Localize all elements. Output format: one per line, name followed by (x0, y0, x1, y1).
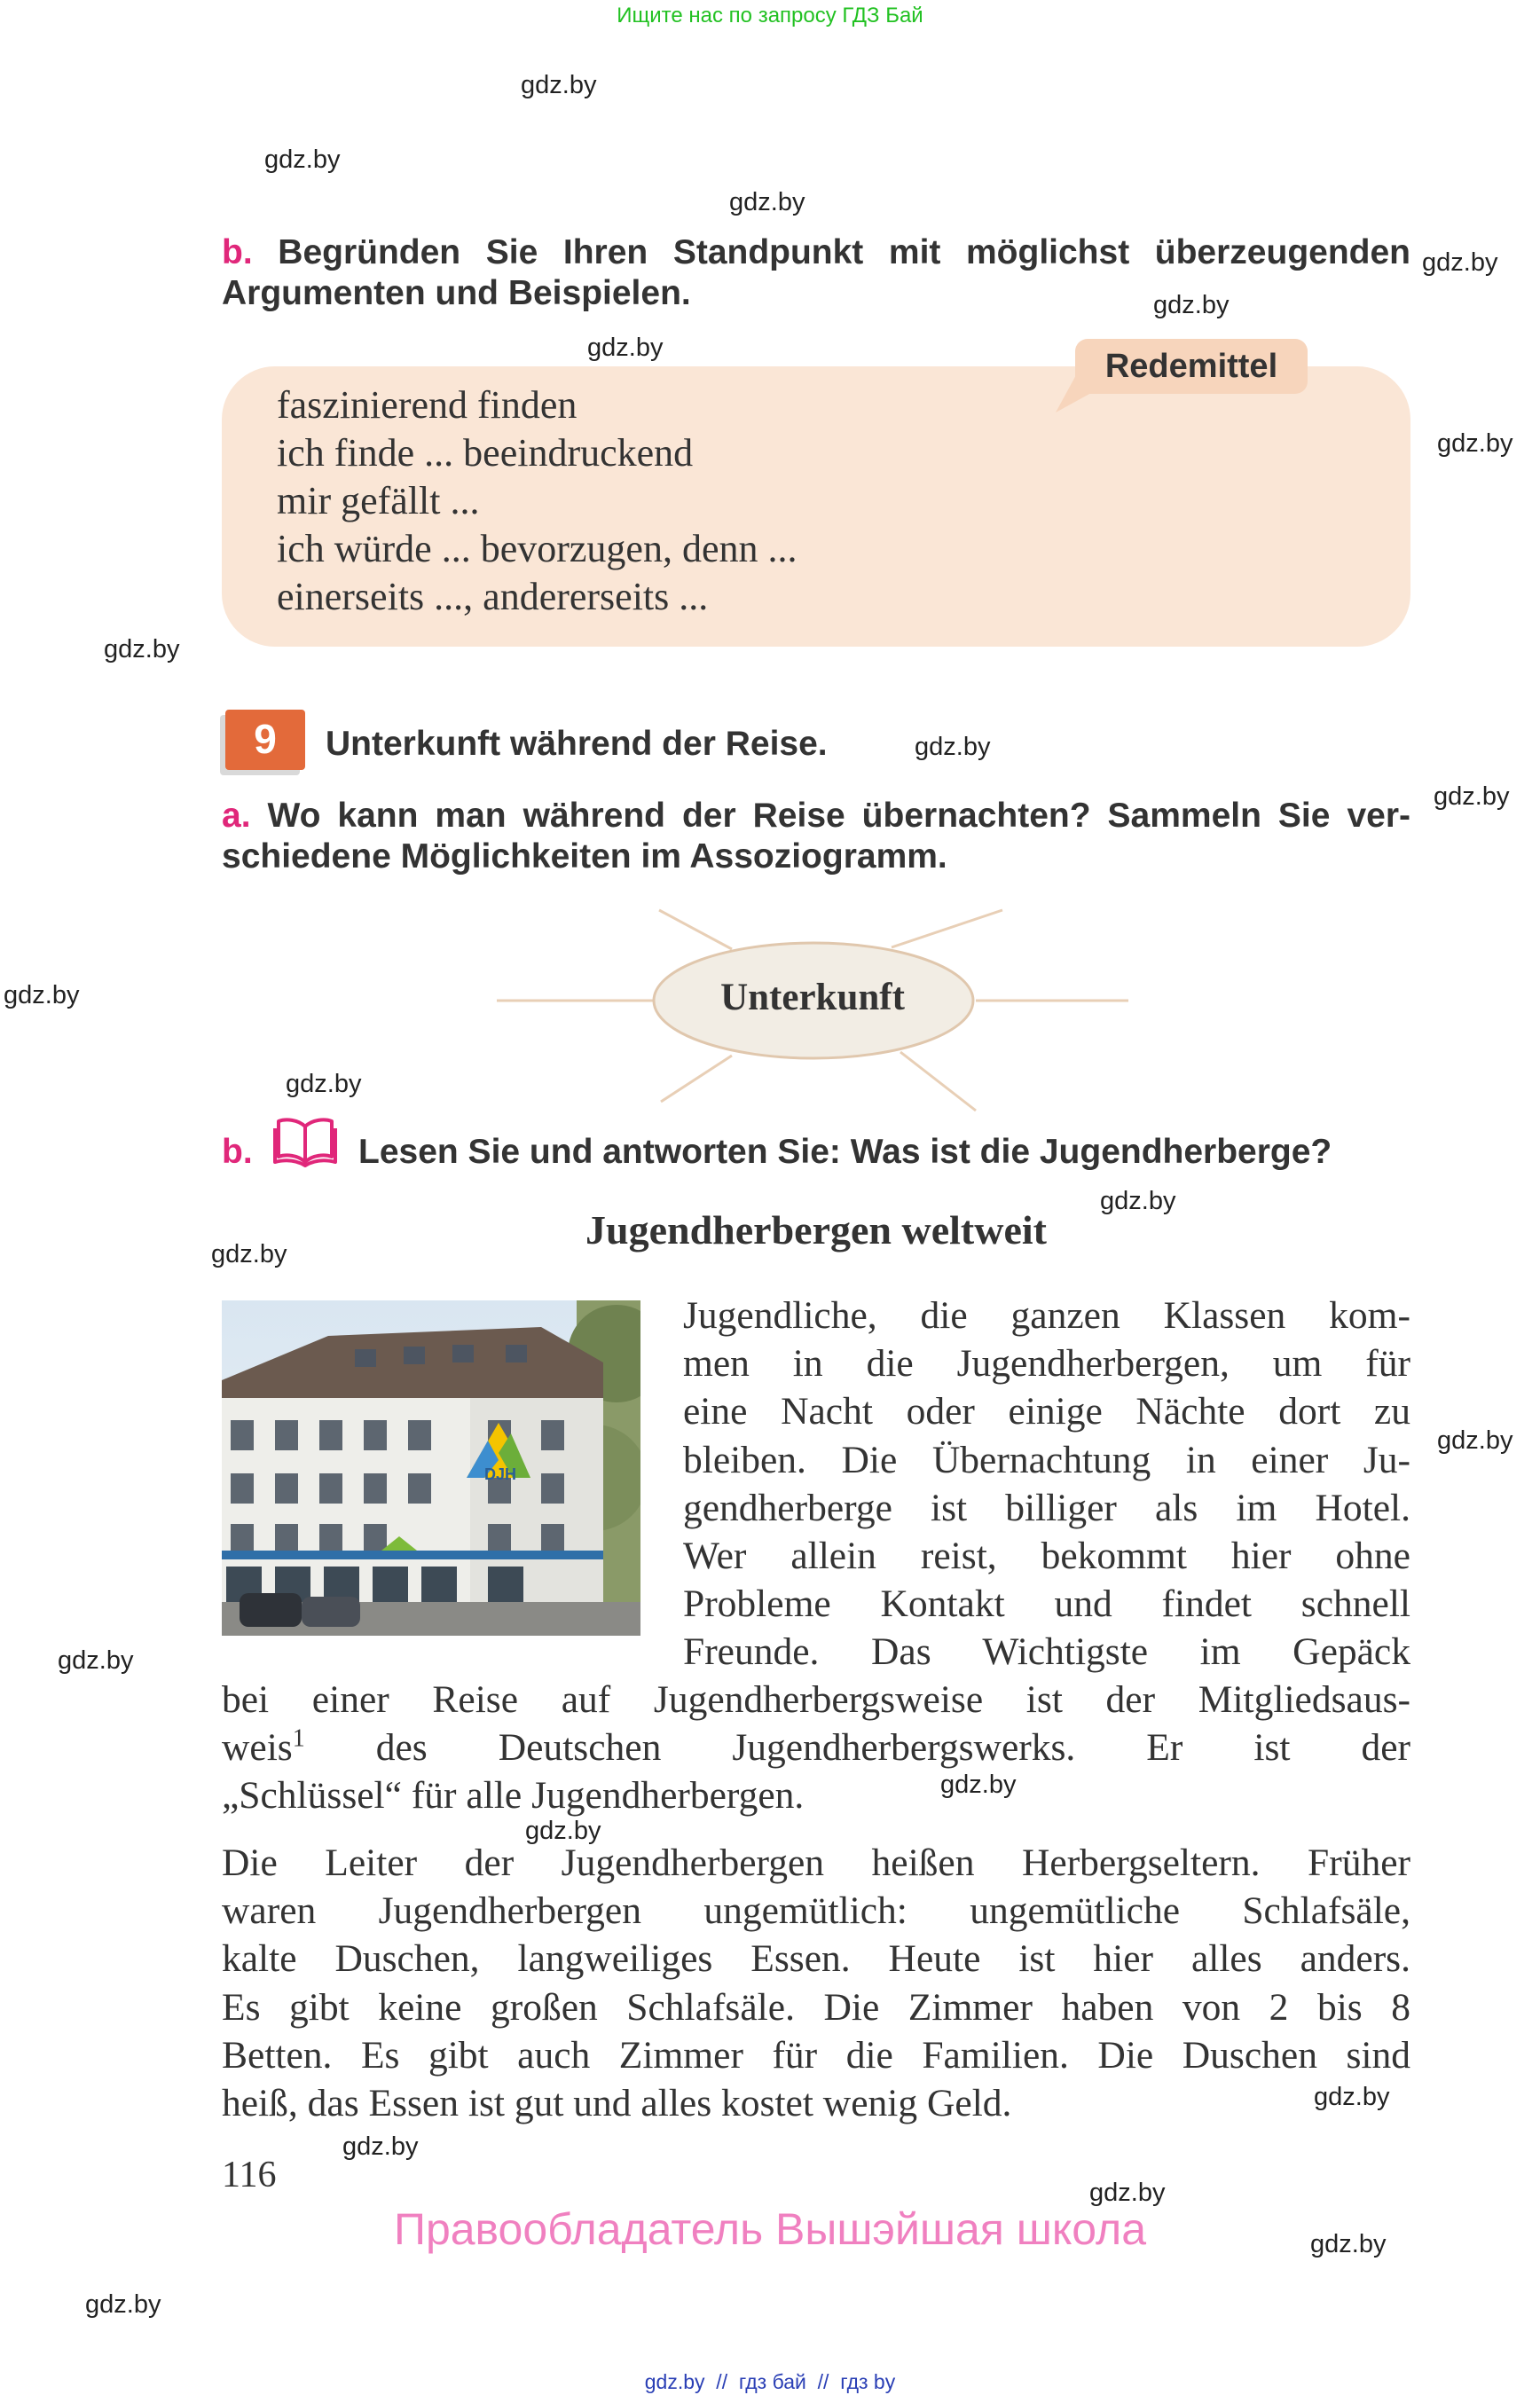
mindmap-center-label: Unterkunft (720, 977, 905, 1018)
article-line: eine Nacht oder einige Nächte dort zu (683, 1390, 1410, 1433)
watermark: gdz.by (1422, 248, 1498, 277)
watermark: gdz.by (1310, 2230, 1387, 2258)
article-text: weis (222, 1726, 293, 1770)
redemittel-item: ich finde ... beeindruckend (277, 431, 694, 475)
watermark: gdz.by (915, 733, 991, 761)
article-line: men in die Jugendherbergen, um für (683, 1342, 1410, 1386)
watermark: gdz.by (525, 1817, 601, 1845)
task-text-line2: Argumenten und Beispielen. (222, 274, 691, 312)
task-letter: b. (222, 1133, 253, 1171)
watermark: gdz.by (1437, 1426, 1513, 1455)
task-9a (222, 796, 1410, 877)
watermark: gdz.by (4, 981, 80, 1009)
redemittel-tag: Redemittel (1075, 339, 1308, 394)
article-title: Jugendherbergen weltweit (585, 1207, 1047, 1253)
watermark: gdz.by (940, 1771, 1017, 1799)
watermark: gdz.by (1100, 1187, 1176, 1215)
watermark: gdz.by (211, 1240, 287, 1268)
redemittel-item: einerseits ..., andererseits ... (277, 575, 709, 618)
task-9b-text: Lesen Sie und antworten Sie: Was ist die Jugendherberge? (358, 1133, 1332, 1171)
task-number-badge: 9 (225, 710, 305, 770)
watermark: gdz.by (58, 1646, 134, 1675)
task-text-line1: Begründen Sie Ihren Standpunkt mit möglichst überzeugenden (278, 233, 1410, 271)
article-paragraph-wrap (683, 1292, 1410, 1677)
article-text: des Deutschen Jugendherbergswerks. Er ist der (304, 1726, 1410, 1770)
article-line: Jugendliche, die ganzen Klassen kom- (683, 1294, 1410, 1337)
watermark: gdz.by (85, 2290, 161, 2319)
watermark: gdz.by (729, 188, 805, 216)
task-9-title: Unterkunft während der Reise. (326, 725, 828, 763)
watermark: gdz.by (286, 1070, 362, 1098)
article-line: bleiben. Die Übernachtung in einer Ju- (683, 1438, 1410, 1481)
task-letter: b. (222, 233, 253, 271)
footer-links[interactable]: gdz.by // гдз бай // гдз by (644, 2370, 896, 2393)
article-line: heiß, das Essen ist gut und alles kostet wenig Geld. (222, 2082, 1012, 2125)
redemittel-item: ich würde ... bevorzugen, denn ... (277, 527, 798, 570)
watermark: gdz.by (342, 2132, 419, 2161)
article-line: Freunde. Das Wichtigste im Gepäck (683, 1630, 1410, 1674)
watermark: gdz.by (1434, 782, 1510, 811)
article-paragraph-2 (222, 1839, 1410, 2127)
watermark: gdz.by (587, 334, 664, 362)
copyright-holder: Правообладатель Вышэйшая школа (394, 2204, 1146, 2254)
watermark: gdz.by (1089, 2179, 1166, 2207)
article-line: waren Jugendherbergen ungemütlich: ungemütliche Schlafsäle, (222, 1889, 1410, 1933)
article-line: gendherberge ist billiger als im Hotel. (683, 1486, 1410, 1529)
redemittel-item: faszinierend finden (277, 383, 578, 427)
article-line: kalte Duschen, langweiliges Essen. Heute ist hier alles anders. (222, 1937, 1410, 1981)
watermark: gdz.by (104, 635, 180, 664)
page-number: 116 (222, 2155, 277, 2195)
article-line (222, 1724, 1410, 1771)
watermark: gdz.by (1437, 429, 1513, 458)
article-line: „Schlüssel“ für alle Jugendherbergen. (222, 1774, 805, 1818)
top-banner: Ищите нас по запросу ГДЗ Бай (617, 4, 923, 27)
task-text-line2: schiedene Möglichkeiten im Assoziogramm. (222, 837, 947, 876)
footnote-mark: 1 (292, 1724, 305, 1753)
article-paragraph-full (222, 1676, 1410, 1820)
task-8b (222, 232, 1410, 314)
article-line: Wer allein reist, bekommt hier ohne (683, 1535, 1410, 1578)
watermark: gdz.by (521, 71, 597, 99)
article-line: Probleme Kontakt und findet schnell (683, 1582, 1410, 1626)
djh-sign: DJH (484, 1465, 517, 1483)
article-line: bei einer Reise auf Jugendherbergsweise ist der Mitgliedsaus- (222, 1678, 1410, 1721)
task-9b-letter (222, 1132, 253, 1173)
redemittel-list (277, 381, 797, 621)
watermark: gdz.by (1314, 2083, 1390, 2111)
task-text-line1: Wo kann man während der Reise übernachten? Sammeln Sie ver- (267, 797, 1410, 835)
hostel-photo (222, 1300, 640, 1636)
book-icon (273, 1114, 337, 1167)
redemittel-item: mir gefällt ... (277, 479, 480, 522)
task-letter: a. (222, 797, 251, 835)
article-line: Es gibt keine großen Schlafsäle. Die Zimmer haben von 2 bis 8 (222, 1985, 1410, 2029)
article-line: Die Leiter der Jugendherbergen heißen Herbergseltern. Früher (222, 1842, 1410, 1884)
watermark: gdz.by (1153, 291, 1230, 319)
article-line: Betten. Es gibt auch Zimmer für die Familien. Die Duschen sind (222, 2033, 1410, 2077)
watermark: gdz.by (264, 145, 341, 174)
